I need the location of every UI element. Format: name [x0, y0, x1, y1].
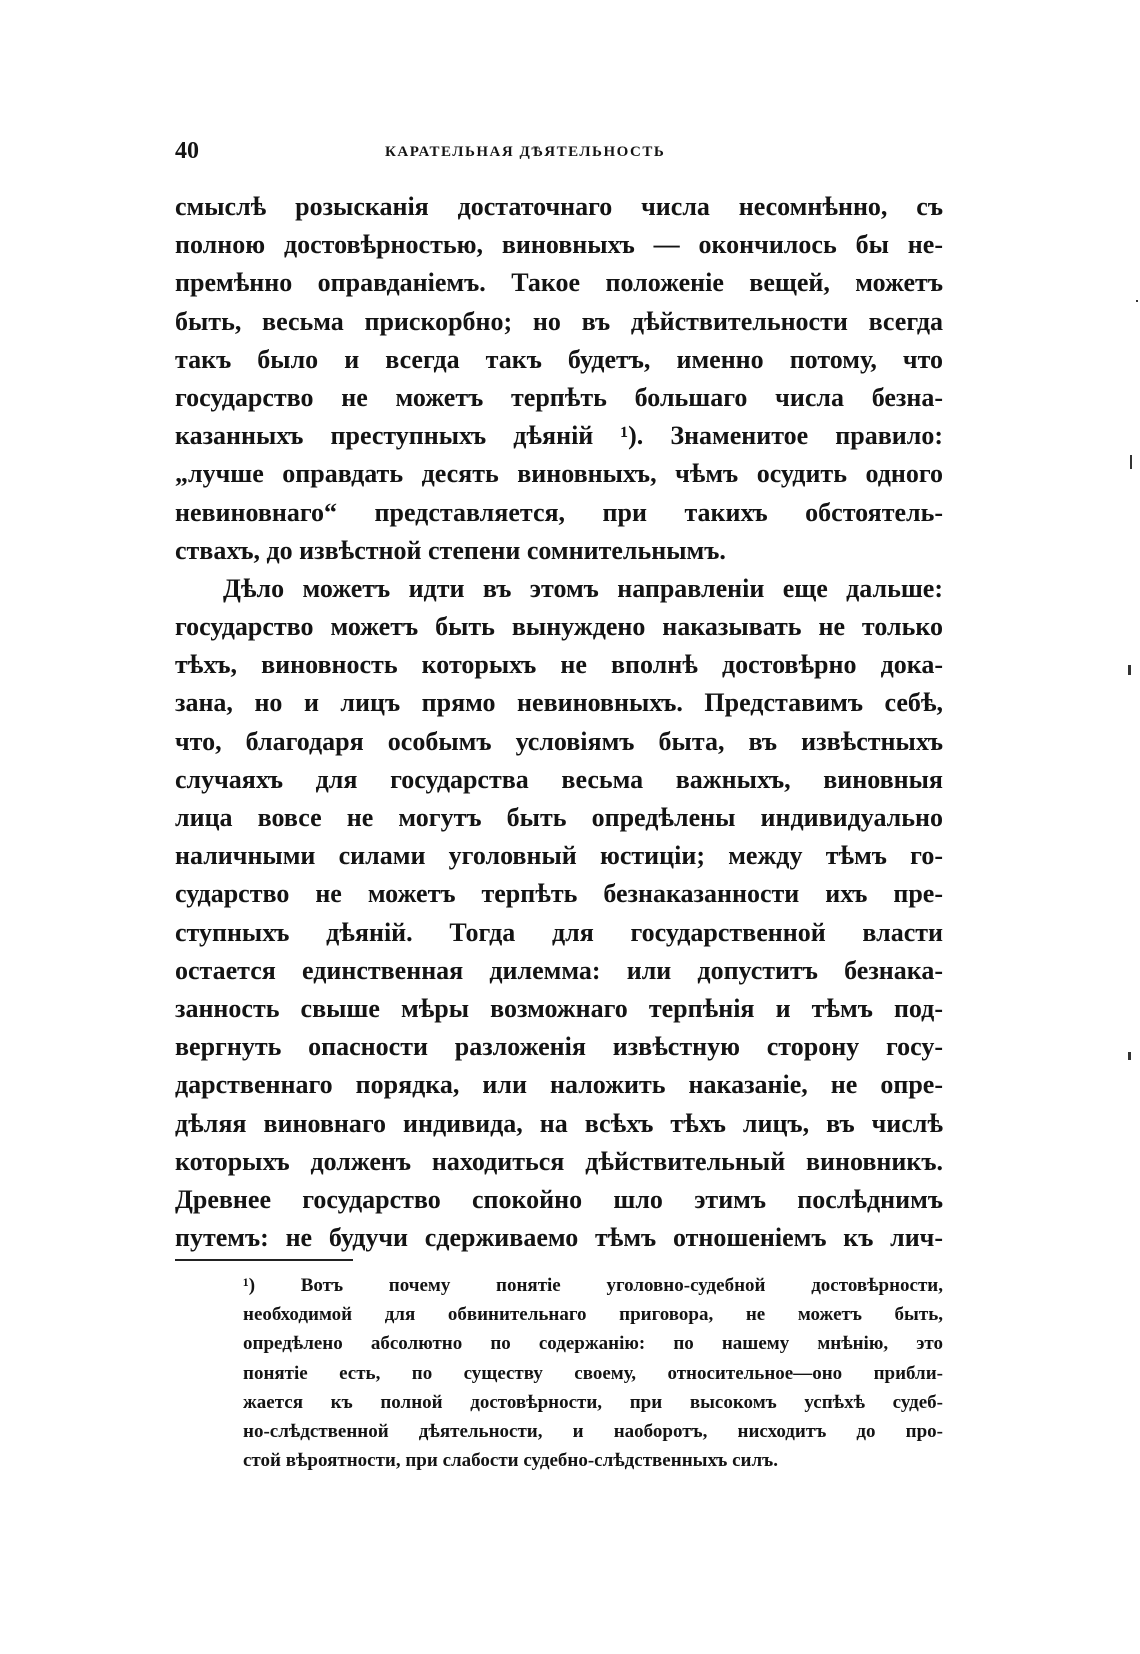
text-line: наличными силами уголовный юстиціи; между тѣмъ го-	[175, 841, 943, 871]
text-line: Дѣло можетъ идти въ этомъ направленіи еще дальше:	[223, 573, 943, 603]
text-line: быть, весьма прискорбно; но въ дѣйствительности всегда	[175, 306, 943, 336]
main-text	[175, 188, 943, 1257]
footnote-marker: ¹)	[243, 1275, 256, 1296]
footnote-line: опредѣлено абсолютно по содержанію: по нашему мнѣнію, это	[243, 1333, 943, 1355]
text-line: лица вовсе не могутъ быть опредѣлены индивидуально	[175, 803, 943, 832]
text-line: полною достовѣрностью, виновныхъ — окончилось бы не-	[175, 230, 943, 260]
text-line: казанныхъ преступныхъ дѣяній ¹). Знаменитое правило:	[175, 421, 943, 451]
text-line: Древнее государство спокойно шло этимъ послѣднимъ	[175, 1184, 943, 1214]
footnote	[243, 1271, 943, 1475]
footnote-line	[243, 1271, 943, 1300]
text-line: „лучше оправдать десять виновныхъ, чѣмъ осудить одного	[175, 459, 943, 489]
footnote-line: жается къ полной достовѣрности, при высокомъ успѣхѣ судеб-	[243, 1391, 943, 1413]
footnote-line: понятіе есть, по существу своему, относительное—оно прибли-	[243, 1362, 943, 1384]
text-line: дѣляя виновнаго индивида, на всѣхъ тѣхъ лицъ, въ числѣ	[175, 1108, 943, 1138]
text-line: невиновнаго“ представляется, при такихъ обстоятель-	[175, 497, 943, 527]
text-line: ствахъ, до извѣстной степени сомнительнымъ.	[175, 535, 726, 565]
scan-speck	[1136, 300, 1138, 302]
text-line: остается единственная дилемма: или допуститъ безнака-	[175, 955, 943, 985]
text-line: путемъ: не будучи сдерживаемо тѣмъ отношеніемъ къ лич-	[175, 1223, 943, 1253]
text-line: премѣнно оправданіемъ. Такое положеніе вещей, можетъ	[175, 268, 943, 298]
running-title: КАРАТЕЛЬНАЯ ДѢЯТЕЛЬНОСТЬ	[385, 144, 666, 160]
scan-speck	[1128, 1052, 1131, 1060]
footnote-line: но-слѣдственной дѣятельности, и наоборотъ, нисходитъ до про-	[243, 1420, 943, 1442]
page-number: 40	[175, 138, 199, 164]
text-line: что, благодаря особымъ условіямъ быта, въ извѣстныхъ	[175, 726, 943, 756]
text-line: тѣхъ, виновность которыхъ не вполнѣ достовѣрно дока-	[175, 650, 943, 680]
text-line: государство не можетъ терпѣть большаго числа безна-	[175, 382, 943, 412]
text-line: ступныхъ дѣяній. Тогда для государственной власти	[175, 917, 943, 947]
text-line: государство можетъ быть вынуждено наказывать не только	[175, 612, 943, 642]
scan-speck	[1128, 665, 1131, 675]
running-head	[175, 138, 945, 178]
text-line: смыслѣ розысканія достаточнаго числа несомнѣнно, съ	[175, 192, 943, 221]
footnote-line: необходимой для обвинительнаго приговора, не можетъ быть,	[243, 1304, 943, 1326]
text-line: вергнуть опасности разложенія извѣстную сторону госу-	[175, 1032, 943, 1062]
scan-speck	[1130, 455, 1132, 469]
text-line: занность свыше мѣры возможнаго терпѣнія и тѣмъ под-	[175, 993, 943, 1023]
footnote-divider	[175, 1259, 353, 1261]
text-line: зана, но и лицъ прямо невиновныхъ. Представимъ себѣ,	[175, 688, 943, 718]
text-line: которыхъ долженъ находиться дѣйствительный виновникъ.	[175, 1146, 943, 1176]
footnote-text: Вотъ почему понятіе уголовно-судебной достовѣрности,	[300, 1275, 943, 1296]
text-line: такъ было и всегда такъ будетъ, именно потому, что	[175, 344, 943, 374]
text-line: сударство не можетъ терпѣть безнаказанности ихъ пре-	[175, 879, 943, 909]
text-line: случаяхъ для государства весьма важныхъ, виновныя	[175, 764, 943, 794]
text-line: дарственнаго порядка, или наложить наказаніе, не опре-	[175, 1070, 943, 1100]
footnote-line: стой вѣроятности, при слабости судебно-слѣдственныхъ силъ.	[243, 1450, 778, 1472]
